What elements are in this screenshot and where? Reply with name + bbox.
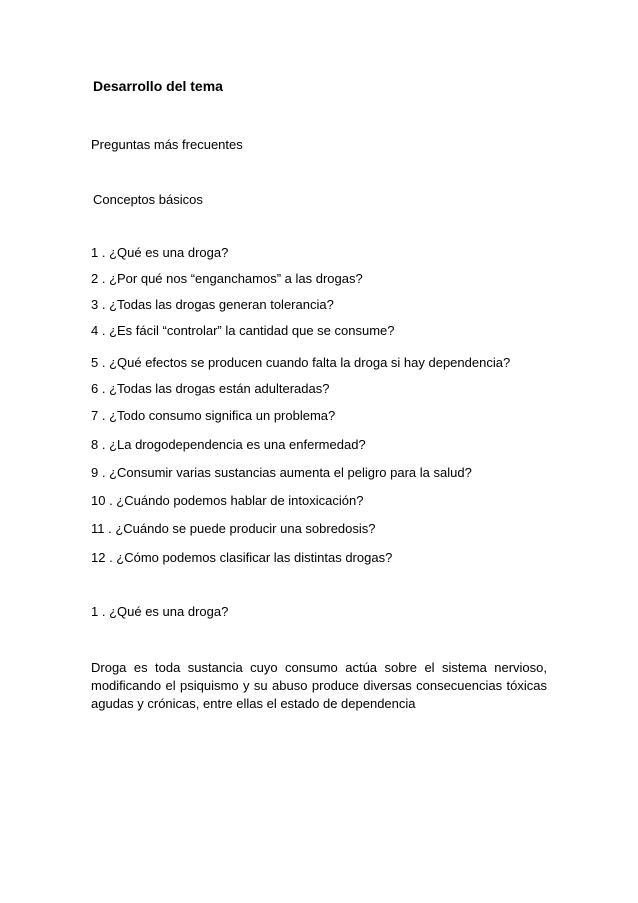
question-item: 3 . ¿Todas las drogas generan tolerancia? bbox=[91, 297, 334, 312]
answer-heading: 1 . ¿Qué es una droga? bbox=[91, 604, 229, 619]
question-item: 9 . ¿Consumir varias sustancias aumenta el peligro para la salud? bbox=[91, 465, 472, 480]
subheading-basics: Conceptos básicos bbox=[93, 192, 203, 207]
question-item: 8 . ¿La drogodependencia es una enfermedad? bbox=[91, 437, 366, 452]
question-item: 5 . ¿Qué efectos se producen cuando falta la droga si hay dependencia? bbox=[91, 355, 511, 370]
question-item: 1 . ¿Qué es una droga? bbox=[91, 245, 229, 260]
question-item: 11 . ¿Cuándo se puede producir una sobredosis? bbox=[91, 521, 376, 536]
subheading-faq: Preguntas más frecuentes bbox=[91, 137, 243, 152]
question-item: 6 . ¿Todas las drogas están adulteradas? bbox=[91, 381, 330, 396]
question-item: 4 . ¿Es fácil “controlar” la cantidad que se consume? bbox=[91, 323, 395, 338]
question-item: 2 . ¿Por qué nos “enganchamos” a las drogas? bbox=[91, 271, 363, 286]
question-item: 12 . ¿Cómo podemos clasificar las distintas drogas? bbox=[91, 550, 393, 565]
question-item: 7 . ¿Todo consumo significa un problema? bbox=[91, 408, 336, 423]
question-item: 10 . ¿Cuándo podemos hablar de intoxicación? bbox=[91, 493, 364, 508]
document-title: Desarrollo del tema bbox=[93, 78, 223, 94]
answer-paragraph: Droga es toda sustancia cuyo consumo actúa sobre el sistema nervioso, modificando el psiquismo y su abuso produce diversas consecuencias tóxicas agudas y crónicas, entre ellas el estado de dependencia bbox=[91, 660, 547, 711]
